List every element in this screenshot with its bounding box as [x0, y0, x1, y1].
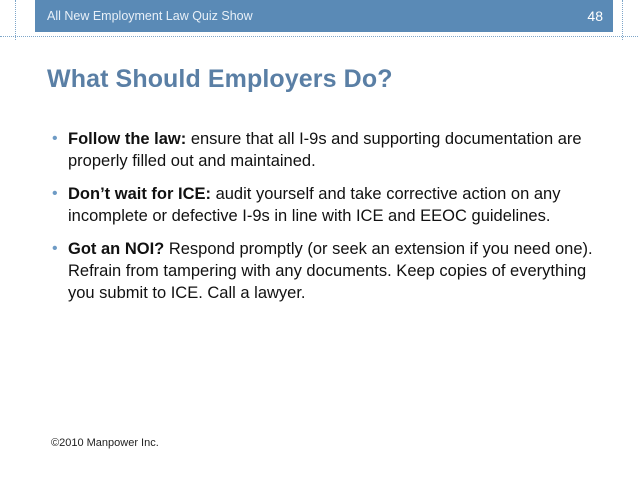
guide-line-left [15, 0, 16, 40]
bullet-list [52, 128, 612, 315]
bullet-item [52, 128, 612, 172]
bullet-lead: Got an NOI? [68, 240, 165, 258]
bullet-item [52, 238, 612, 304]
bullet-body: Respond promptly (or seek an extension if you need one). Refrain from tampering with any documents. Keep copies of everything you submit to ICE. Call a lawyer. [68, 240, 593, 302]
bullet-lead: Don’t wait for ICE: [68, 185, 211, 203]
slide-heading: What Should Employers Do? [47, 65, 393, 93]
bullet-dot-icon: • [52, 130, 58, 147]
bullet-item [52, 183, 612, 227]
bullet-dot-icon: • [52, 240, 58, 257]
bullet-text [68, 238, 612, 304]
guide-line-right [622, 0, 623, 40]
bullet-text [68, 183, 612, 227]
guide-line-top [0, 36, 638, 37]
header-bar [35, 0, 613, 32]
presentation-title: All New Employment Law Quiz Show [47, 9, 253, 23]
bullet-dot-icon: • [52, 185, 58, 202]
copyright-footer: ©2010 Manpower Inc. [51, 437, 159, 449]
bullet-body: audit yourself and take corrective action on any incomplete or defective I-9s in line with ICE and EEOC guidelines. [68, 185, 561, 225]
bullet-lead: Follow the law: [68, 130, 187, 148]
bullet-body: ensure that all I-9s and supporting documentation are properly filled out and maintained. [68, 130, 582, 170]
page-number: 48 [587, 8, 603, 24]
bullet-text [68, 128, 612, 172]
